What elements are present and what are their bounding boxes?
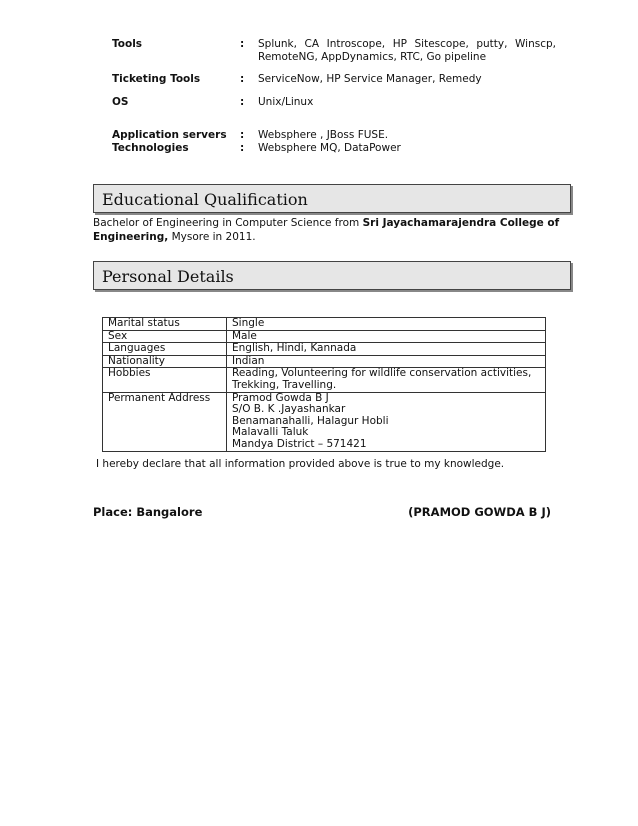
skill-row-ticketing bbox=[112, 73, 556, 86]
education-heading: Educational Qualification bbox=[93, 184, 571, 213]
detail-line: Indian bbox=[232, 354, 265, 367]
detail-line: Trekking, Travelling. bbox=[232, 378, 337, 391]
signature-name: (PRAMOD GOWDA B J) bbox=[408, 505, 551, 519]
detail-key: Hobbies bbox=[103, 368, 227, 392]
table-row bbox=[103, 318, 546, 331]
skill-row-tools bbox=[112, 38, 556, 64]
detail-key: Sex bbox=[103, 330, 227, 343]
declaration: I hereby declare that all information provided above is true to my knowledge. bbox=[96, 458, 505, 470]
skill-value: ServiceNow, HP Service Manager, Remedy bbox=[258, 73, 482, 85]
skill-colon: : bbox=[240, 73, 245, 85]
education-prefix: Bachelor of Engineering in Computer Science from bbox=[93, 217, 363, 229]
skill-row-technologies bbox=[112, 142, 556, 155]
college-name: Sri Jayachamarajendra College of Engineering, bbox=[93, 217, 560, 243]
detail-line: S/O B. K .Jayashankar bbox=[232, 403, 346, 416]
detail-line: Mandya District – 571421 bbox=[232, 437, 367, 450]
skill-value: Websphere MQ, DataPower bbox=[258, 142, 401, 154]
skill-row-app-servers bbox=[112, 129, 556, 142]
detail-value bbox=[227, 330, 546, 343]
skill-value: Unix/Linux bbox=[258, 96, 314, 108]
skill-value: Websphere , JBoss FUSE. bbox=[258, 129, 389, 141]
personal-details-table bbox=[102, 317, 546, 452]
detail-line: English, Hindi, Kannada bbox=[232, 342, 357, 355]
detail-key: Nationality bbox=[103, 355, 227, 368]
detail-value bbox=[227, 392, 546, 451]
detail-value bbox=[227, 318, 546, 331]
skill-colon: : bbox=[240, 142, 245, 154]
detail-line: Benamanahalli, Halagur Hobli bbox=[232, 414, 389, 427]
skill-value: Splunk, CA Introscope, HP Sitescope, putty, Winscp, RemoteNG, AppDynamics, RTC, Go pipeline bbox=[258, 38, 556, 63]
personal-heading: Personal Details bbox=[93, 261, 571, 290]
skills-section bbox=[112, 38, 556, 155]
skill-label: Technologies bbox=[112, 142, 189, 154]
skill-colon: : bbox=[240, 129, 245, 141]
detail-value bbox=[227, 343, 546, 356]
skill-label: OS bbox=[112, 96, 129, 108]
table-row bbox=[103, 343, 546, 356]
skill-colon: : bbox=[240, 38, 245, 50]
detail-key: Permanent Address bbox=[103, 392, 227, 451]
skill-label: Tools bbox=[112, 38, 143, 50]
detail-value bbox=[227, 368, 546, 392]
detail-key: Languages bbox=[103, 343, 227, 356]
place: Place: Bangalore bbox=[93, 505, 203, 519]
detail-line: Single bbox=[232, 317, 265, 329]
detail-line: Pramod Gowda B J bbox=[232, 391, 329, 404]
table-row bbox=[103, 355, 546, 368]
skill-row-os bbox=[112, 96, 556, 109]
table-row bbox=[103, 330, 546, 343]
skill-label: Application servers bbox=[112, 129, 227, 141]
education-suffix: Mysore in 2011. bbox=[168, 230, 256, 243]
skill-colon: : bbox=[240, 96, 245, 108]
detail-line: Malavalli Taluk bbox=[232, 426, 309, 439]
education-text bbox=[93, 217, 563, 244]
table-row bbox=[103, 392, 546, 451]
detail-key: Marital status bbox=[103, 318, 227, 331]
skill-label: Ticketing Tools bbox=[112, 73, 201, 85]
detail-line: Male bbox=[232, 329, 257, 342]
table-row bbox=[103, 368, 546, 392]
detail-line: Reading, Volunteering for wildlife conservation activities, bbox=[232, 367, 532, 380]
detail-value bbox=[227, 355, 546, 368]
